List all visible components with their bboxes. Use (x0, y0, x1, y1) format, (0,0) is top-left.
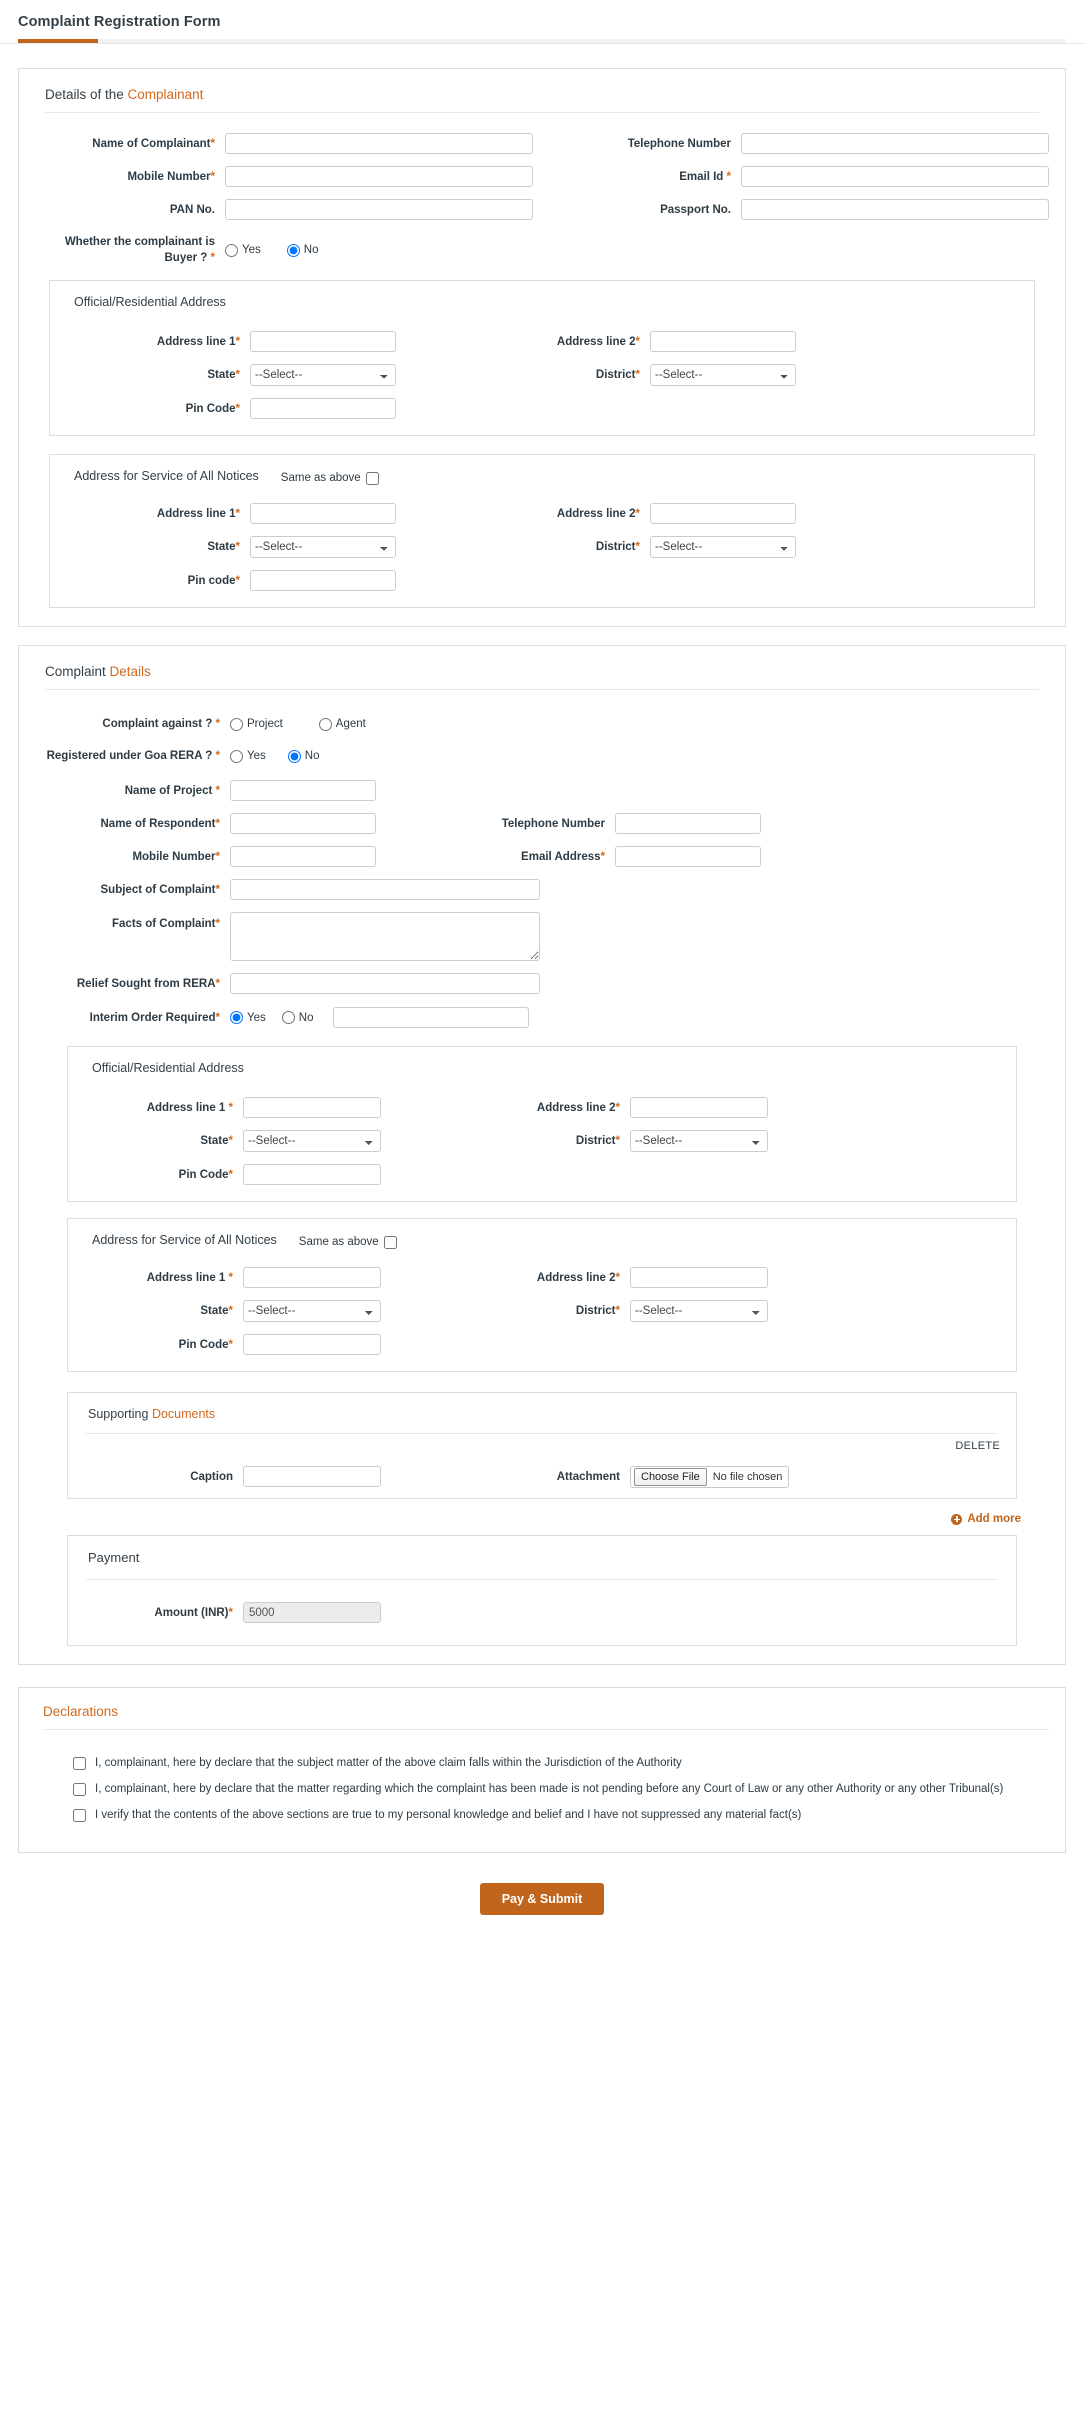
complaint-against-agent-radio[interactable] (319, 718, 332, 731)
plus-circle-icon (951, 1514, 962, 1525)
d-not-district-select[interactable] (630, 1300, 768, 1322)
facts-label: Facts of Complaint* (112, 918, 220, 930)
d-not-address2-label: Address line 2* (536, 1271, 620, 1284)
registered-rera-yes-label: Yes (247, 750, 266, 762)
c-off-district-label: District* (595, 369, 640, 381)
d-not-pin-label: Pin Code* (178, 1338, 233, 1351)
is-buyer-yes-option[interactable] (225, 243, 261, 257)
complainant-panel (18, 68, 1066, 627)
passport-no-input[interactable] (741, 199, 1049, 220)
interim-order-no-option[interactable] (282, 1011, 314, 1025)
d-not-state-select[interactable] (243, 1300, 381, 1322)
caption-label: Caption (190, 1470, 233, 1483)
d-off-address2-label: Address line 2* (536, 1101, 620, 1114)
documents-title-accent: Documents (151, 1407, 216, 1421)
attachment-file-input[interactable] (630, 1466, 789, 1488)
respondent-telephone-input[interactable] (615, 813, 761, 834)
declaration-item[interactable] (73, 1754, 1043, 1773)
respondent-email-input[interactable] (615, 846, 761, 867)
d-off-pin-label: Pin Code* (178, 1168, 233, 1181)
respondent-name-input[interactable] (230, 813, 376, 834)
complaint-details-panel (18, 645, 1066, 1665)
is-buyer-yes-radio[interactable] (225, 244, 238, 257)
row-d-off-address-lines (78, 1097, 1006, 1118)
complainant-title-accent: Complainant (127, 87, 204, 102)
complaint-same-as-above-checkbox[interactable] (384, 1236, 397, 1249)
complaint-notice-address-title: Address for Service of All Notices (92, 1233, 277, 1247)
complainant-title-rule (45, 112, 1039, 113)
respondent-mobile-input[interactable] (230, 846, 376, 867)
telephone-number-label: Telephone Number (627, 137, 731, 150)
amount-label: Amount (INR)* (154, 1606, 233, 1619)
respondent-mobile-label: Mobile Number* (132, 850, 220, 863)
pay-and-submit-button[interactable]: Pay & Submit (480, 1883, 605, 1915)
d-off-state-select[interactable] (243, 1130, 381, 1152)
complainant-same-as-above-label: Same as above (280, 472, 361, 484)
row-pan-passport (35, 199, 1049, 220)
complaint-against-project-option[interactable] (230, 717, 283, 731)
name-of-complainant-input[interactable] (225, 133, 533, 154)
declaration-item[interactable] (73, 1780, 1043, 1799)
complainant-notice-address-panel (49, 454, 1035, 608)
is-buyer-no-option[interactable] (287, 243, 319, 257)
header-divider (0, 43, 1084, 44)
row-mobile-email (35, 166, 1049, 187)
registered-rera-yes-option[interactable] (230, 749, 266, 763)
c-off-pin-input[interactable] (250, 398, 396, 419)
payment-panel (67, 1535, 1017, 1646)
relief-input[interactable] (230, 973, 540, 994)
mobile-number-label: Mobile Number* (127, 170, 215, 183)
registered-rera-yes-radio[interactable] (230, 750, 243, 763)
d-off-address1-input[interactable] (243, 1097, 381, 1118)
row-d-off-state-district (78, 1130, 1006, 1152)
complaint-against-agent-option[interactable] (319, 717, 366, 731)
no-file-chosen-label: No file chosen (712, 1471, 783, 1483)
supporting-documents-title (78, 1405, 215, 1427)
row-c-off-pin (60, 398, 1024, 419)
complaint-official-address-panel (67, 1046, 1017, 1202)
interim-order-yes-label: Yes (247, 1011, 266, 1024)
row-c-off-state-district (60, 364, 1024, 386)
payment-title-rule (86, 1579, 998, 1580)
row-c-off-address-lines (60, 331, 1024, 352)
d-not-pin-input[interactable] (243, 1334, 381, 1355)
is-buyer-no-label: No (303, 244, 319, 256)
c-not-district-label: District* (595, 541, 640, 553)
add-more-label: Add more (967, 1513, 1021, 1525)
complaint-title-plain: Complaint (45, 664, 110, 679)
respondent-name-label: Name of Respondent* (100, 817, 220, 830)
d-not-district-label: District* (575, 1305, 620, 1317)
c-off-address2-input[interactable] (650, 331, 796, 352)
row-complaint-against (45, 716, 1039, 732)
c-off-address1-label: Address line 1* (156, 335, 240, 348)
row-respondent-mobile-email (45, 846, 1039, 867)
page-header (0, 0, 1084, 43)
row-d-not-state-district (78, 1300, 1006, 1322)
c-off-pin-label: Pin Code* (185, 402, 240, 415)
d-not-state-label: State* (200, 1305, 233, 1317)
complainant-same-as-above-checkbox[interactable] (366, 472, 379, 485)
relief-label: Relief Sought from RERA* (76, 977, 220, 990)
declaration-text-3: I verify that the contents of the above sections are true to my personal knowledge and belief and I have not suppressed any material fact(s) (95, 1809, 802, 1821)
add-more-button[interactable] (45, 1499, 1039, 1525)
declarations-panel (18, 1687, 1066, 1853)
documents-title-rule (86, 1433, 998, 1434)
interim-order-label: Interim Order Required* (89, 1011, 220, 1024)
choose-file-button[interactable]: Choose File (634, 1468, 707, 1486)
d-off-state-label: State* (200, 1135, 233, 1147)
interim-order-yes-radio[interactable] (230, 1011, 243, 1024)
c-off-address2-label: Address line 2* (556, 335, 640, 348)
complainant-section-title (35, 83, 1049, 112)
complaint-same-as-above-option[interactable] (299, 1233, 400, 1252)
row-d-not-pin (78, 1334, 1006, 1355)
submit-area (0, 1853, 1084, 1929)
document-delete-link[interactable]: DELETE (955, 1440, 1000, 1452)
documents-title-plain: Supporting (88, 1407, 152, 1421)
complaint-against-project-radio[interactable] (230, 718, 243, 731)
is-buyer-label: Whether the complainant is Buyer ? * (64, 236, 215, 264)
declaration-item[interactable] (73, 1806, 1043, 1825)
row-facts (45, 912, 1039, 961)
registered-rera-no-label: No (304, 750, 320, 762)
complaint-title-rule (45, 689, 1039, 690)
mobile-number-input[interactable] (225, 166, 533, 187)
pan-no-label: PAN No. (169, 203, 215, 216)
is-buyer-yes-label: Yes (242, 244, 261, 256)
row-relief (45, 973, 1039, 994)
c-not-address1-input[interactable] (250, 503, 396, 524)
c-off-address1-input[interactable] (250, 331, 396, 352)
c-off-district-select[interactable] (650, 364, 796, 386)
name-of-complainant-label: Name of Complainant* (92, 137, 215, 150)
complaint-section-title (45, 660, 1039, 689)
complainant-official-address-panel (49, 280, 1035, 436)
row-c-not-pin (60, 570, 1024, 591)
is-buyer-radio-group (225, 243, 344, 257)
caption-input[interactable] (243, 1466, 381, 1487)
supporting-documents-panel (67, 1392, 1017, 1499)
email-id-label: Email Id * (679, 170, 731, 183)
row-interim-order (45, 1007, 1039, 1028)
complainant-same-as-above-option[interactable] (281, 469, 382, 488)
complainant-official-address-title: Official/Residential Address (74, 295, 226, 309)
is-buyer-no-radio[interactable] (287, 244, 300, 257)
payment-title: Payment (88, 1550, 140, 1565)
facts-textarea[interactable] (230, 912, 540, 961)
passport-no-label: Passport No. (660, 203, 731, 216)
complaint-against-agent-label: Agent (335, 718, 366, 730)
c-not-address2-label: Address line 2* (556, 507, 640, 520)
complaint-official-address-title: Official/Residential Address (92, 1061, 244, 1075)
d-not-address1-label: Address line 1 * (146, 1271, 233, 1284)
row-is-buyer (35, 234, 1049, 266)
complaint-against-project-label: Project (247, 718, 283, 730)
row-document-entry (78, 1466, 1006, 1488)
declaration-checkbox-3[interactable] (73, 1809, 86, 1822)
amount-input (243, 1602, 381, 1623)
email-id-input[interactable] (741, 166, 1049, 187)
declaration-text-1: I, complainant, here by declare that the subject matter of the above claim falls within the Jurisdiction of the Authority (95, 1757, 682, 1769)
declaration-checkbox-1[interactable] (73, 1757, 86, 1770)
complaint-same-as-above-label: Same as above (298, 1236, 379, 1248)
row-subject (45, 879, 1039, 900)
d-off-address1-label: Address line 1 * (146, 1101, 233, 1114)
row-payment-amount (78, 1602, 1006, 1623)
c-not-pin-input[interactable] (250, 570, 396, 591)
d-off-district-select[interactable] (630, 1130, 768, 1152)
project-name-label: Name of Project * (124, 784, 220, 797)
row-d-not-address-lines (78, 1267, 1006, 1288)
d-off-district-label: District* (575, 1135, 620, 1147)
interim-order-no-label: No (298, 1011, 314, 1024)
complaint-title-accent: Details (109, 664, 151, 679)
c-not-address1-label: Address line 1* (156, 507, 240, 520)
respondent-email-label: Email Address* (521, 850, 605, 863)
declarations-title-rule (43, 1729, 1049, 1730)
c-not-district-select[interactable] (650, 536, 796, 558)
declaration-text-2: I, complainant, here by declare that the matter regarding which the complaint has been made is not pending before any Court of Law or any other Authority or any other Tribunal(s) (95, 1783, 1004, 1795)
complaint-against-radio-group (230, 717, 392, 731)
c-not-state-select[interactable] (250, 536, 396, 558)
c-not-state-label: State* (207, 541, 240, 553)
interim-order-detail-input[interactable] (333, 1007, 529, 1028)
c-not-address2-input[interactable] (650, 503, 796, 524)
registered-rera-no-option[interactable] (288, 749, 320, 763)
interim-order-radio-group (230, 1007, 529, 1028)
title-underline (18, 39, 1066, 43)
d-not-address2-input[interactable] (630, 1267, 768, 1288)
subject-label: Subject of Complaint* (100, 883, 220, 896)
row-c-not-address-lines (60, 503, 1024, 524)
row-respondent-telephone (45, 813, 1039, 834)
c-not-pin-label: Pin code* (187, 574, 240, 587)
row-registered-rera (45, 748, 1039, 764)
declarations-title: Declarations (43, 1704, 119, 1719)
declarations-list (35, 1738, 1049, 1825)
d-not-address1-input[interactable] (243, 1267, 381, 1288)
subject-input[interactable] (230, 879, 540, 900)
telephone-number-input[interactable] (741, 133, 1049, 154)
registered-rera-no-radio[interactable] (288, 750, 301, 763)
interim-order-yes-option[interactable] (230, 1011, 266, 1025)
complainant-notice-address-title: Address for Service of All Notices (74, 469, 259, 483)
d-off-pin-input[interactable] (243, 1164, 381, 1185)
row-project-name (45, 780, 1039, 801)
registered-rera-label: Registered under Goa RERA ? * (46, 750, 220, 762)
c-off-state-select[interactable] (250, 364, 396, 386)
respondent-telephone-label: Telephone Number (501, 817, 605, 830)
interim-order-no-radio[interactable] (282, 1011, 295, 1024)
complaint-against-label: Complaint against ? * (102, 718, 220, 730)
complaint-notice-address-panel (67, 1218, 1017, 1372)
row-d-off-pin (78, 1164, 1006, 1185)
project-name-input[interactable] (230, 780, 376, 801)
row-c-not-state-district (60, 536, 1024, 558)
attachment-label: Attachment (556, 1471, 620, 1483)
d-off-address2-input[interactable] (630, 1097, 768, 1118)
declaration-checkbox-2[interactable] (73, 1783, 86, 1796)
registered-rera-radio-group (230, 749, 345, 763)
pan-no-input[interactable] (225, 199, 533, 220)
c-off-state-label: State* (207, 369, 240, 381)
row-name-telephone (35, 133, 1049, 154)
complainant-title-plain: Details of the (45, 87, 128, 102)
page-title: Complaint Registration Form (18, 14, 221, 30)
